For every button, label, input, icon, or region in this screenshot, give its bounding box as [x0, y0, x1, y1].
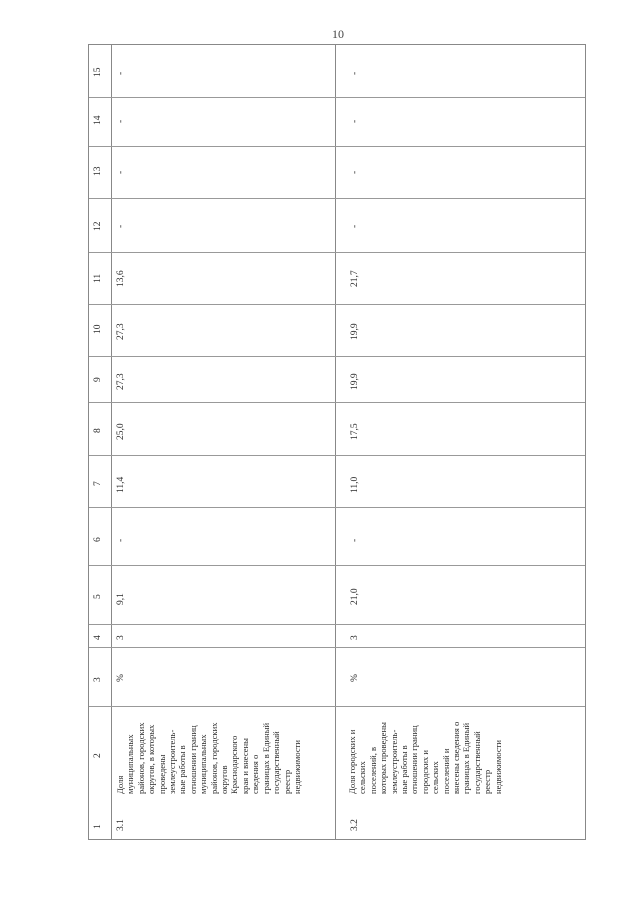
header-col-10: 10 — [93, 324, 103, 334]
name-line: округов — [219, 765, 230, 794]
name-line: сельских — [357, 761, 368, 794]
name-line: поселений и — [440, 748, 451, 794]
name-line: муниципальных — [198, 734, 209, 794]
name-line: государственный — [471, 731, 482, 794]
name-line: ные работы в — [177, 745, 188, 794]
name-line: землеустроитель- — [388, 729, 399, 794]
header-col-1: 1 — [93, 824, 103, 829]
name-line: внесены сведения о — [451, 721, 462, 794]
header-col-7: 7 — [93, 481, 103, 486]
header-col-3: 3 — [93, 677, 103, 682]
row-3-1-col-5: 9,1 — [116, 593, 126, 605]
header-col-14: 14 — [93, 115, 103, 125]
row-3-2-unit: % — [350, 674, 360, 682]
row-3-1-col-10: 27,3 — [116, 323, 126, 340]
row-3-1-col-9: 27,3 — [116, 373, 126, 390]
name-line: поселений, в — [367, 746, 378, 794]
name-line: границах в Единый — [260, 722, 271, 794]
name-line: Доля — [115, 775, 125, 794]
header-col-2: 2 — [93, 753, 103, 758]
name-line: Доля городских и — [347, 729, 357, 794]
name-line: проведены — [156, 754, 167, 794]
name-line: отношении границ — [187, 725, 198, 794]
name-line: реестр — [482, 769, 493, 794]
row-3-2-col-11: 21,7 — [350, 270, 360, 287]
name-line: районов, городских — [208, 722, 219, 794]
row-3-1-col-14: - — [116, 119, 126, 123]
header-col-9: 9 — [93, 377, 103, 382]
indicator-table — [88, 44, 586, 840]
row-3-2-col-7: 11,0 — [350, 476, 360, 493]
name-line: Краснодарского — [229, 735, 240, 794]
row-3-2-col-14: - — [350, 119, 360, 123]
row-3-2-col-6: - — [350, 538, 360, 542]
name-line: сельских — [430, 761, 441, 794]
row-3-1-col-7: 11,4 — [116, 476, 126, 493]
row-3-2-col-4: 3 — [350, 635, 360, 640]
row-3-1-col-13: - — [116, 170, 126, 174]
row-3-1-col-6: - — [116, 538, 126, 542]
header-col-15: 15 — [93, 67, 103, 77]
header-col-13: 13 — [93, 166, 103, 176]
name-line: недвижимости — [291, 740, 302, 794]
row-3-2-col-10: 19,9 — [350, 323, 360, 340]
row-3-1-col-12: - — [116, 224, 126, 228]
name-line: муниципальных — [125, 734, 136, 794]
page-number: 10 — [332, 27, 344, 41]
row-3-1-col-11: 13,6 — [116, 270, 126, 287]
row-3-2-col-5: 21,0 — [350, 588, 360, 605]
name-line: сведения о — [250, 754, 261, 794]
header-col-12: 12 — [93, 221, 103, 231]
row-3-2-col-15: - — [350, 71, 360, 75]
row-3-2-col-12: - — [350, 224, 360, 228]
row-3-1-name — [115, 694, 302, 794]
header-col-11: 11 — [93, 273, 103, 283]
row-3-1-col-4: 3 — [116, 635, 126, 640]
name-line: отношении границ — [409, 725, 420, 794]
name-line: реестр — [281, 769, 292, 794]
header-col-8: 8 — [93, 428, 103, 433]
name-line: государственный — [271, 731, 282, 794]
name-line: границах в Единый — [461, 722, 472, 794]
row-3-2-number: 3.2 — [350, 819, 360, 831]
row-3-1-unit: % — [116, 674, 126, 682]
row-3-2-name — [347, 694, 503, 794]
header-col-6: 6 — [93, 537, 103, 542]
header-col-4: 4 — [93, 635, 103, 640]
row-3-2-col-8: 17,5 — [350, 423, 360, 440]
row-3-1-col-8: 25,0 — [116, 423, 126, 440]
name-line: которых проведены — [378, 722, 389, 794]
row-3-2-col-9: 19,9 — [350, 373, 360, 390]
header-col-5: 5 — [93, 594, 103, 599]
row-3-1-number: 3.1 — [116, 819, 126, 831]
row-3-2-col-13: - — [350, 170, 360, 174]
name-line: землеустроитель- — [167, 729, 178, 794]
name-line: районов, городских — [135, 722, 146, 794]
name-line: недвижимости — [492, 740, 503, 794]
name-line: ные работы в — [399, 745, 410, 794]
row-3-1-col-15: - — [116, 71, 126, 75]
name-line: края и внесены — [239, 738, 250, 794]
name-line: городских и — [419, 750, 430, 794]
name-line: округов, в которых — [146, 724, 157, 794]
